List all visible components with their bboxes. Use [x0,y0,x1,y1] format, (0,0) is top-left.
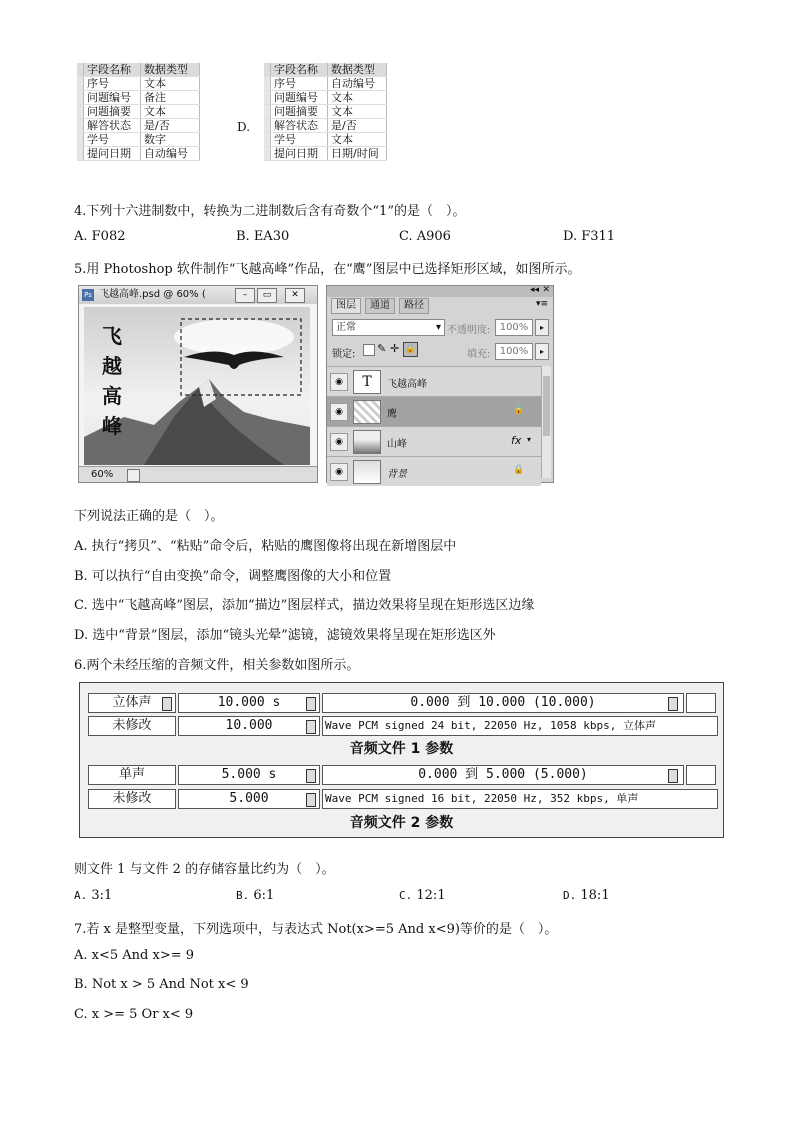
field-table-d [264,63,387,161]
q5-option-c: C. 选中“飞越高峰”图层，添加“描边”图层样式，描边效果将呈现在矩形选区边缘 [74,598,535,613]
field-type: 备注 [141,91,200,105]
layer-thumbnail [353,400,381,424]
panel-close-icon[interactable]: ✕ [542,285,550,295]
q4-option-a: A. F082 [74,229,126,244]
field-type: 日期/时间 [328,147,387,161]
document-title-bar [79,286,317,304]
layer-thumbnail [353,430,381,454]
spinner-icon[interactable] [306,793,316,807]
q6-option-a: A. 3:1 [74,888,113,903]
close-button[interactable]: ✕ [285,288,305,303]
eye-icon[interactable]: ◉ [330,403,348,421]
eye-icon[interactable]: ◉ [330,433,348,451]
field-type: 文本 [328,133,387,147]
field-type: 文本 [328,91,387,105]
field-name: 序号 [84,77,141,91]
opacity-input[interactable]: 100% [495,319,533,336]
q5-option-b: B. 可以执行“自由变换”命令，调整鹰图像的大小和位置 [74,569,392,584]
audio-file-2-caption: 音频文件 2 参数 [349,815,454,831]
fill-slider-icon[interactable]: ▸ [535,343,549,360]
column-header: 字段名称 [271,63,328,77]
modified-status: 未修改 [88,716,176,736]
collapse-icon[interactable]: ◂◂ [529,285,539,295]
spinner-icon[interactable] [668,769,678,783]
selection-range: 0.000 到 10.000 (10.000) [322,693,684,713]
layer-row-mountain[interactable] [327,426,541,456]
spinner-icon[interactable] [162,697,172,711]
spinner-icon[interactable] [306,720,316,734]
fill-input[interactable]: 100% [495,343,533,360]
q6-option-b: B. 6:1 [236,888,275,903]
layer-name: 飞越高峰 [387,379,427,390]
lock-paint-icon[interactable]: ✎ [377,342,387,355]
q4-option-b: B. EA30 [236,229,290,244]
field-type: 文本 [328,105,387,119]
audio-file-1-caption: 音频文件 1 参数 [349,741,454,757]
field-name: 解答状态 [271,119,328,133]
field-type: 自动编号 [141,147,200,161]
length: 5.000 [178,789,320,809]
document-title: 飞越高峰.psd @ 60% ( [99,289,206,300]
q4-option-c: C. A906 [399,229,451,244]
layer-thumbnail [353,460,381,484]
spinner-icon[interactable] [306,697,316,711]
calligraphy-title: 飞 越 高 峰 [102,324,122,438]
format-info: Wave PCM signed 16 bit, 22050 Hz, 352 kbps, 单声 [322,789,718,809]
layer-row-title[interactable] [327,366,541,396]
duration: 5.000 s [178,765,320,785]
layer-row-eagle[interactable] [327,396,541,426]
spinner-icon[interactable] [668,697,678,711]
q4-option-d: D. F311 [563,229,616,244]
option-d-label: D. [237,120,251,134]
q6-question: 则文件 1 与文件 2 的存储容量比约为（ ）。 [74,862,335,877]
modified-status: 未修改 [88,789,176,809]
q6-stem: 6.两个未经压缩的音频文件，相关参数如图所示。 [74,658,360,673]
chevron-down-icon: ▾ [435,322,441,333]
minimize-button[interactable]: – [235,288,255,303]
field-name: 问题摘要 [84,105,141,119]
channel-mode: 单声 [88,765,176,785]
field-name: 问题编号 [84,91,141,105]
q6-option-c: C. 12:1 [399,888,446,903]
restore-button[interactable]: ▭ [257,288,277,303]
zoom-level[interactable]: 60% [91,469,114,480]
q5-option-a: A. 执行“拷贝”、“粘贴”命令后，粘贴的鹰图像将出现在新增图层中 [74,539,457,554]
lock-transparent-icon[interactable] [363,344,375,356]
field-type: 是/否 [141,119,200,133]
layers-panel [326,285,554,483]
field-type: 文本 [141,77,200,91]
layer-row-background[interactable] [327,456,541,486]
q5-question: 下列说法正确的是（ ）。 [74,509,224,524]
tab-layers[interactable]: 图层 [331,298,361,314]
column-header: 字段名称 [84,63,141,77]
layers-scrollbar[interactable] [541,366,551,478]
field-name: 解答状态 [84,119,141,133]
status-bar [79,466,317,482]
image-canvas[interactable] [84,307,310,465]
scrollbar-thumb[interactable] [543,376,550,436]
layer-name: 鹰 [387,409,397,420]
fx-icon[interactable]: fx [511,434,522,447]
panel-menu-icon[interactable]: ▾≡ [535,299,548,309]
chevron-down-icon[interactable]: ▾ [527,435,532,444]
length: 10.000 [178,716,320,736]
selection-range: 0.000 到 5.000 (5.000) [322,765,684,785]
field-name: 学号 [84,133,141,147]
photoshop-document-window [78,285,318,483]
column-header: 数据类型 [328,63,387,77]
extra-field [686,765,716,785]
q6-option-d: D. 18:1 [563,888,610,903]
lock-icon: 🔒 [513,465,525,475]
duration: 10.000 s [178,693,320,713]
q5-option-d: D. 选中“背景”图层，添加“镜头光晕”滤镜，滤镜效果将呈现在矩形选区外 [74,628,496,643]
field-type: 是/否 [328,119,387,133]
lock-all-icon[interactable]: 🔒 [403,342,418,357]
channel-mode: 立体声 [88,693,176,713]
eye-icon[interactable]: ◉ [330,373,348,391]
field-table-c [77,63,200,161]
ps-app-icon: Ps [82,289,94,301]
layer-name: 背景 [387,469,407,480]
field-name: 学号 [271,133,328,147]
extra-field [686,693,716,713]
q5-stem: 5.用 Photoshop 软件制作“飞越高峰”作品，在“鹰”图层中已选择矩形区域，如图所示。 [74,262,581,277]
field-type: 自动编号 [328,77,387,91]
lock-label: 锁定: [332,349,356,360]
blend-mode-select[interactable]: 正常 ▾ [332,319,445,336]
opacity-slider-icon[interactable]: ▸ [535,319,549,336]
tab-channels[interactable]: 通道 [365,298,395,314]
audio-properties-figure [79,682,724,838]
column-header: 数据类型 [141,63,200,77]
field-name: 问题编号 [271,91,328,105]
q7-option-c: C. x >= 5 Or x< 9 [74,1007,194,1022]
text-layer-thumbnail: T [353,370,381,394]
spinner-icon[interactable] [306,769,316,783]
field-type: 数字 [141,133,200,147]
panel-header [327,286,553,297]
format-info: Wave PCM signed 24 bit, 22050 Hz, 1058 kbps, 立体声 [322,716,718,736]
tab-paths[interactable]: 路径 [399,298,429,314]
layer-name: 山峰 [387,439,407,450]
opacity-label: 不透明度: [447,325,491,336]
status-menu-icon[interactable] [127,469,140,482]
field-name: 提问日期 [84,147,141,161]
lock-move-icon[interactable]: ✛ [390,342,400,355]
field-name: 问题摘要 [271,105,328,119]
q7-option-b: B. Not x > 5 And Not x< 9 [74,977,249,992]
field-type: 文本 [141,105,200,119]
eye-icon[interactable]: ◉ [330,463,348,481]
field-name: 提问日期 [271,147,328,161]
field-name: 序号 [271,77,328,91]
lock-icon: 🔒 [513,405,525,415]
q4-stem: 4.下列十六进制数中，转换为二进制数后含有奇数个“1”的是（ ）。 [74,204,466,219]
q7-option-a: A. x<5 And x>= 9 [74,948,195,963]
fill-label: 填充: [467,349,491,360]
q7-stem: 7.若 x 是整型变量，下列选项中，与表达式 Not(x>=5 And x<9)等价的是（ ）。 [74,922,558,937]
